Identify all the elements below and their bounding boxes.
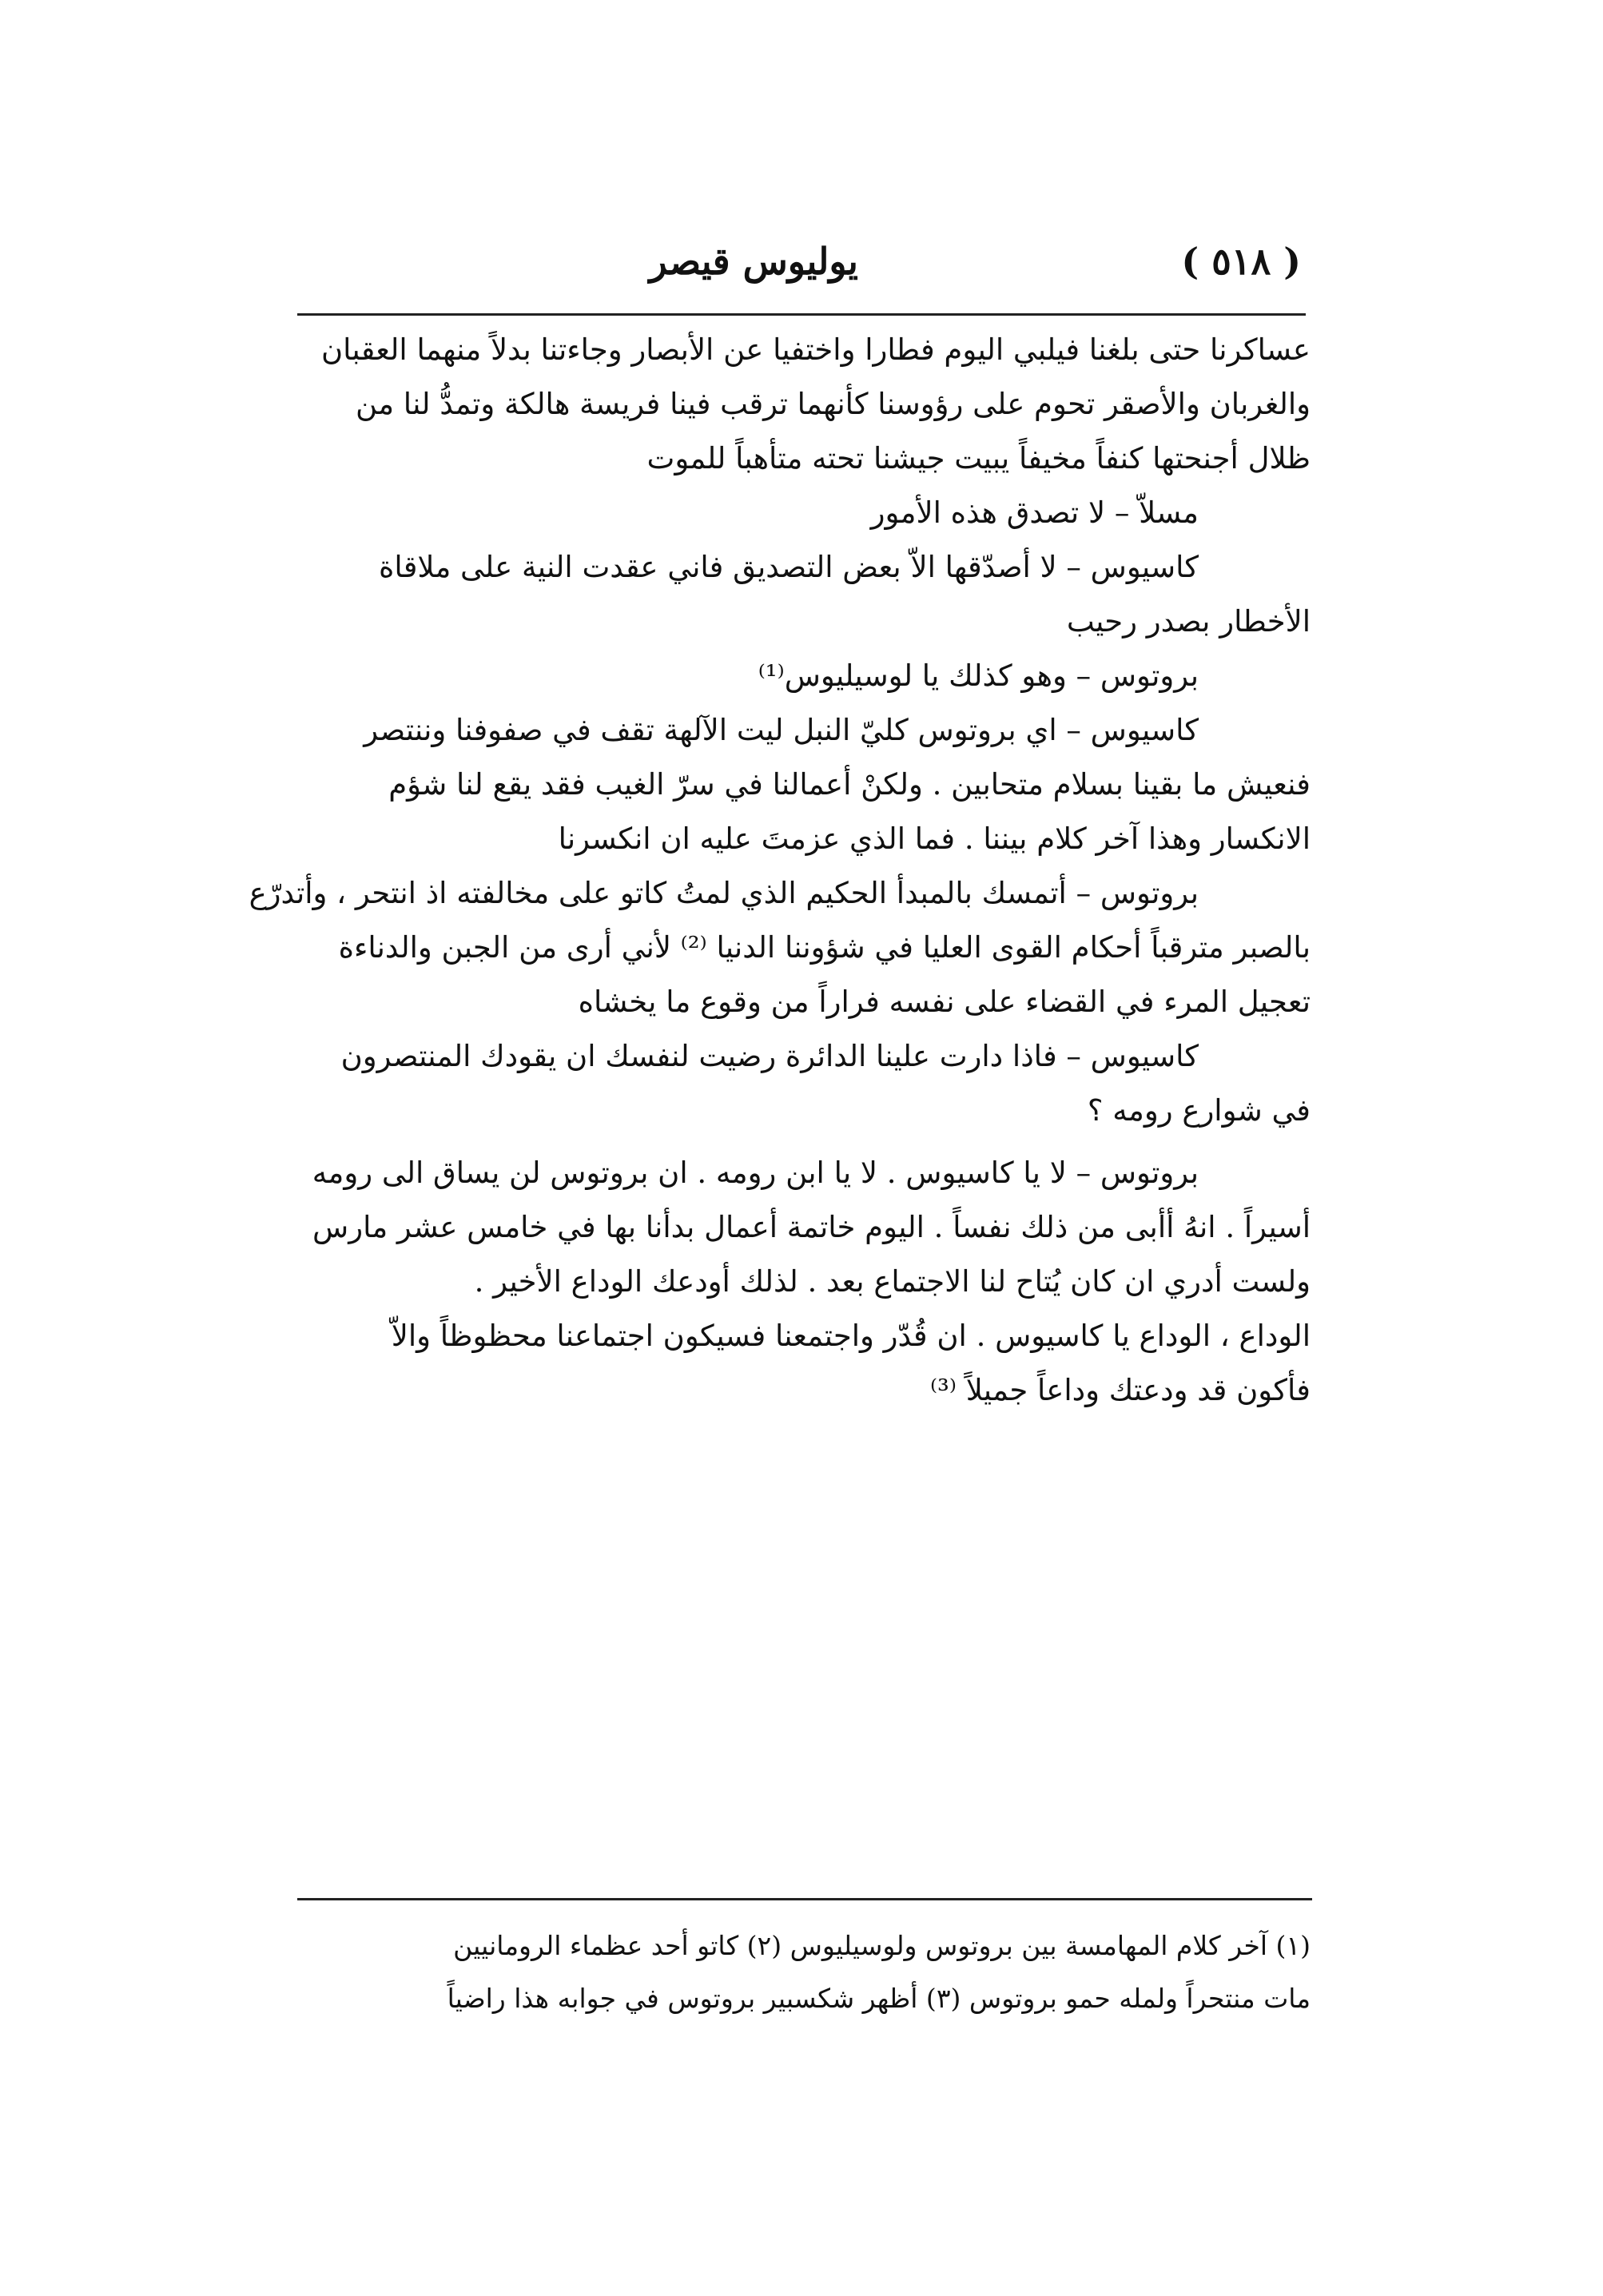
- running-title: يوليوس قيصر: [649, 240, 858, 283]
- footnote-rule: [297, 1898, 1312, 1900]
- dialogue-line: مسلاّ – لا تصدق هذه الأمور: [870, 495, 1199, 530]
- text-line: والغربان والأصقر تحوم على رؤوسنا كأنهما ترقب فينا فريسة هالكة وتمدُّ لنا من: [356, 387, 1311, 421]
- text-line: عساكرنا حتى بلغنا فيلبي اليوم فطارا واختفيا عن الأبصار وجاءتنا بدلاً منهما العقبان: [320, 332, 1311, 367]
- text-line: بالصبر مترقباً أحكام القوى العليا في شؤوننا الدنيا ⁽²⁾ لأني أرى من الجبن والدناءة: [338, 930, 1311, 965]
- text-line: الأخطار بصدر رحيب: [1066, 604, 1311, 639]
- footnote-line: (١) آخر كلام المهامسة بين بروتوس ولوسيليوس (٢) كاتو أحد عظماء الرومانيين: [453, 1930, 1311, 1961]
- text-line: فنعيش ما بقينا بسلام متحابين . ولكنْ أعمالنا في سرّ الغيب فقد يقع لنا شؤم: [388, 767, 1311, 802]
- text-line: أسيراً . انهُ أأبى من ذلك نفساً . اليوم خاتمة أعمال بدأنا بها في خامس عشر مارس: [312, 1210, 1311, 1244]
- footnote-line: مات منتحراً ولمله حمو بروتوس (٣) أظهر شكسبير بروتوس في جوابه هذا راضياً: [447, 1983, 1311, 2014]
- text-line: الوداع ، الوداع يا كاسيوس . ان قُدّر واجتمعنا فسيكون اجتماعنا محظوظاً والاّ: [391, 1319, 1311, 1353]
- text-line: ظلال أجنحتها كنفاً مخيفاً يبيت جيشنا تحته متأهباً للموت: [646, 441, 1311, 476]
- body-text: [249, 328, 1311, 1423]
- text-line: في شوارع رومه ؟: [1087, 1093, 1311, 1128]
- page-header: [297, 240, 1306, 304]
- dialogue-line: كاسيوس – لا أصدّقها الاّ بعض التصديق فاني عقدت النية على ملاقاة: [379, 550, 1199, 584]
- dialogue-line: كاسيوس – فاذا دارت علينا الدائرة رضيت لنفسك ان يقودك المنتصرون: [340, 1039, 1199, 1073]
- text-line: تعجيل المرء في القضاء على نفسه فراراً من وقوع ما يخشاه: [578, 985, 1311, 1019]
- paragraph-gap: [280, 1143, 1311, 1151]
- page-number: ( ٥١٨ ): [1181, 240, 1301, 283]
- dialogue-line: بروتوس – لا يا كاسيوس . لا يا ابن رومه . ان بروتوس لن يساق الى رومه: [312, 1156, 1199, 1190]
- dialogue-line: بروتوس – أتمسك بالمبدأ الحكيم الذي لمتُ كاتو على مخالفته اذ انتحر ، وأتدرّع: [249, 876, 1199, 910]
- dialogue-line: بروتوس – وهو كذلك يا لوسيليوس⁽¹⁾: [758, 659, 1199, 693]
- header-rule: [297, 313, 1306, 316]
- footnotes: [280, 1926, 1311, 2031]
- text-line: الانكسار وهذا آخر كلام بيننا . فما الذي عزمتَ عليه ان انكسرنا: [558, 822, 1311, 856]
- text-line: ولست أدري ان كان يُتاح لنا الاجتماع بعد . لذلك أودعك الوداع الأخير .: [474, 1264, 1311, 1299]
- text-line: فأكون قد ودعتك وداعاً جميلاً ⁽³⁾: [929, 1373, 1311, 1407]
- dialogue-line: كاسيوس – اي بروتوس كليّ النبل ليت الآلهة تقف في صفوفنا وننتصر: [364, 713, 1199, 747]
